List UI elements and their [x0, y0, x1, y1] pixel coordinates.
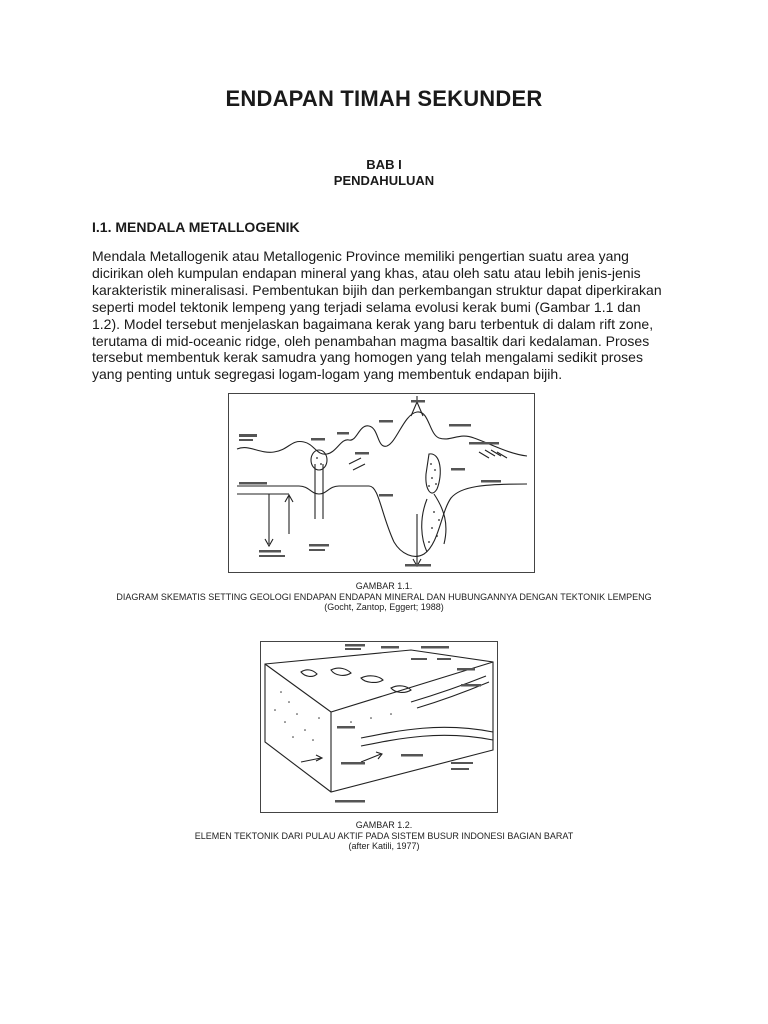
document-title: ENDAPAN TIMAH SEKUNDER	[225, 86, 543, 111]
paragraph-line: Mendala Metallogenik atau Metallogenic Province memiliki pengertian suatu area yang	[92, 248, 629, 264]
figure-1-1-caption	[0, 581, 768, 613]
paragraph-line: dicirikan oleh kumpulan endapan mineral yang khas, atau oleh satu atau lebih jenis-jenis	[92, 264, 641, 281]
figure-label: GAMBAR 1.2.	[355, 820, 413, 830]
figure-1-2-block-diagram	[260, 641, 498, 813]
chapter-number: BAB I	[366, 157, 402, 172]
paragraph-line: terutama di mid-oceanic ridge, oleh penambahan magma basaltik dari kedalaman. Proses	[92, 332, 650, 349]
cross-section-sketch	[229, 394, 534, 572]
chapter-title: PENDAHULUAN	[333, 173, 435, 188]
figure-title: DIAGRAM SKEMATIS SETTING GEOLOGI ENDAPAN ENDAPAN MINERAL DAN HUBUNGANNYA DENGAN TEKTONIK LEMPENG	[116, 591, 652, 602]
block-diagram-sketch	[261, 642, 497, 812]
paragraph-line: tersebut membentuk kerak samudra yang homogen yang telah mengalami sedikit proses	[92, 349, 643, 366]
figure-1-2-caption	[0, 820, 768, 852]
paragraph-line: yang penting untuk segregasi logam-logam yang membentuk endapan bijih.	[92, 366, 563, 383]
paragraph-line: karakteristik mineralisasi. Pembentukan bijih dan perkembangan struktur dapat diperkirakan	[92, 281, 662, 298]
figure-source: (Gocht, Zantop, Eggert; 1988)	[324, 602, 444, 612]
paragraph-line: seperti model tektonik lempeng yang terjadi selama evolusi kerak bumi (Gambar 1.1 dan	[92, 298, 641, 315]
figure-title: ELEMEN TEKTONIK DARI PULAU AKTIF PADA SISTEM BUSUR INDONESI BAGIAN BARAT	[194, 830, 574, 841]
figure-source: (after Katili, 1977)	[348, 841, 420, 851]
body-paragraph	[92, 248, 682, 383]
figure-label: GAMBAR 1.1.	[355, 581, 413, 591]
section-heading: I.1. MENDALA METALLOGENIK	[92, 219, 300, 235]
figure-1-1-cross-section-diagram	[228, 393, 535, 573]
paragraph-line: 1.2). Model tersebut menjelaskan bagaimana kerak yang baru terbentuk di dalam rift zone,	[92, 315, 654, 332]
